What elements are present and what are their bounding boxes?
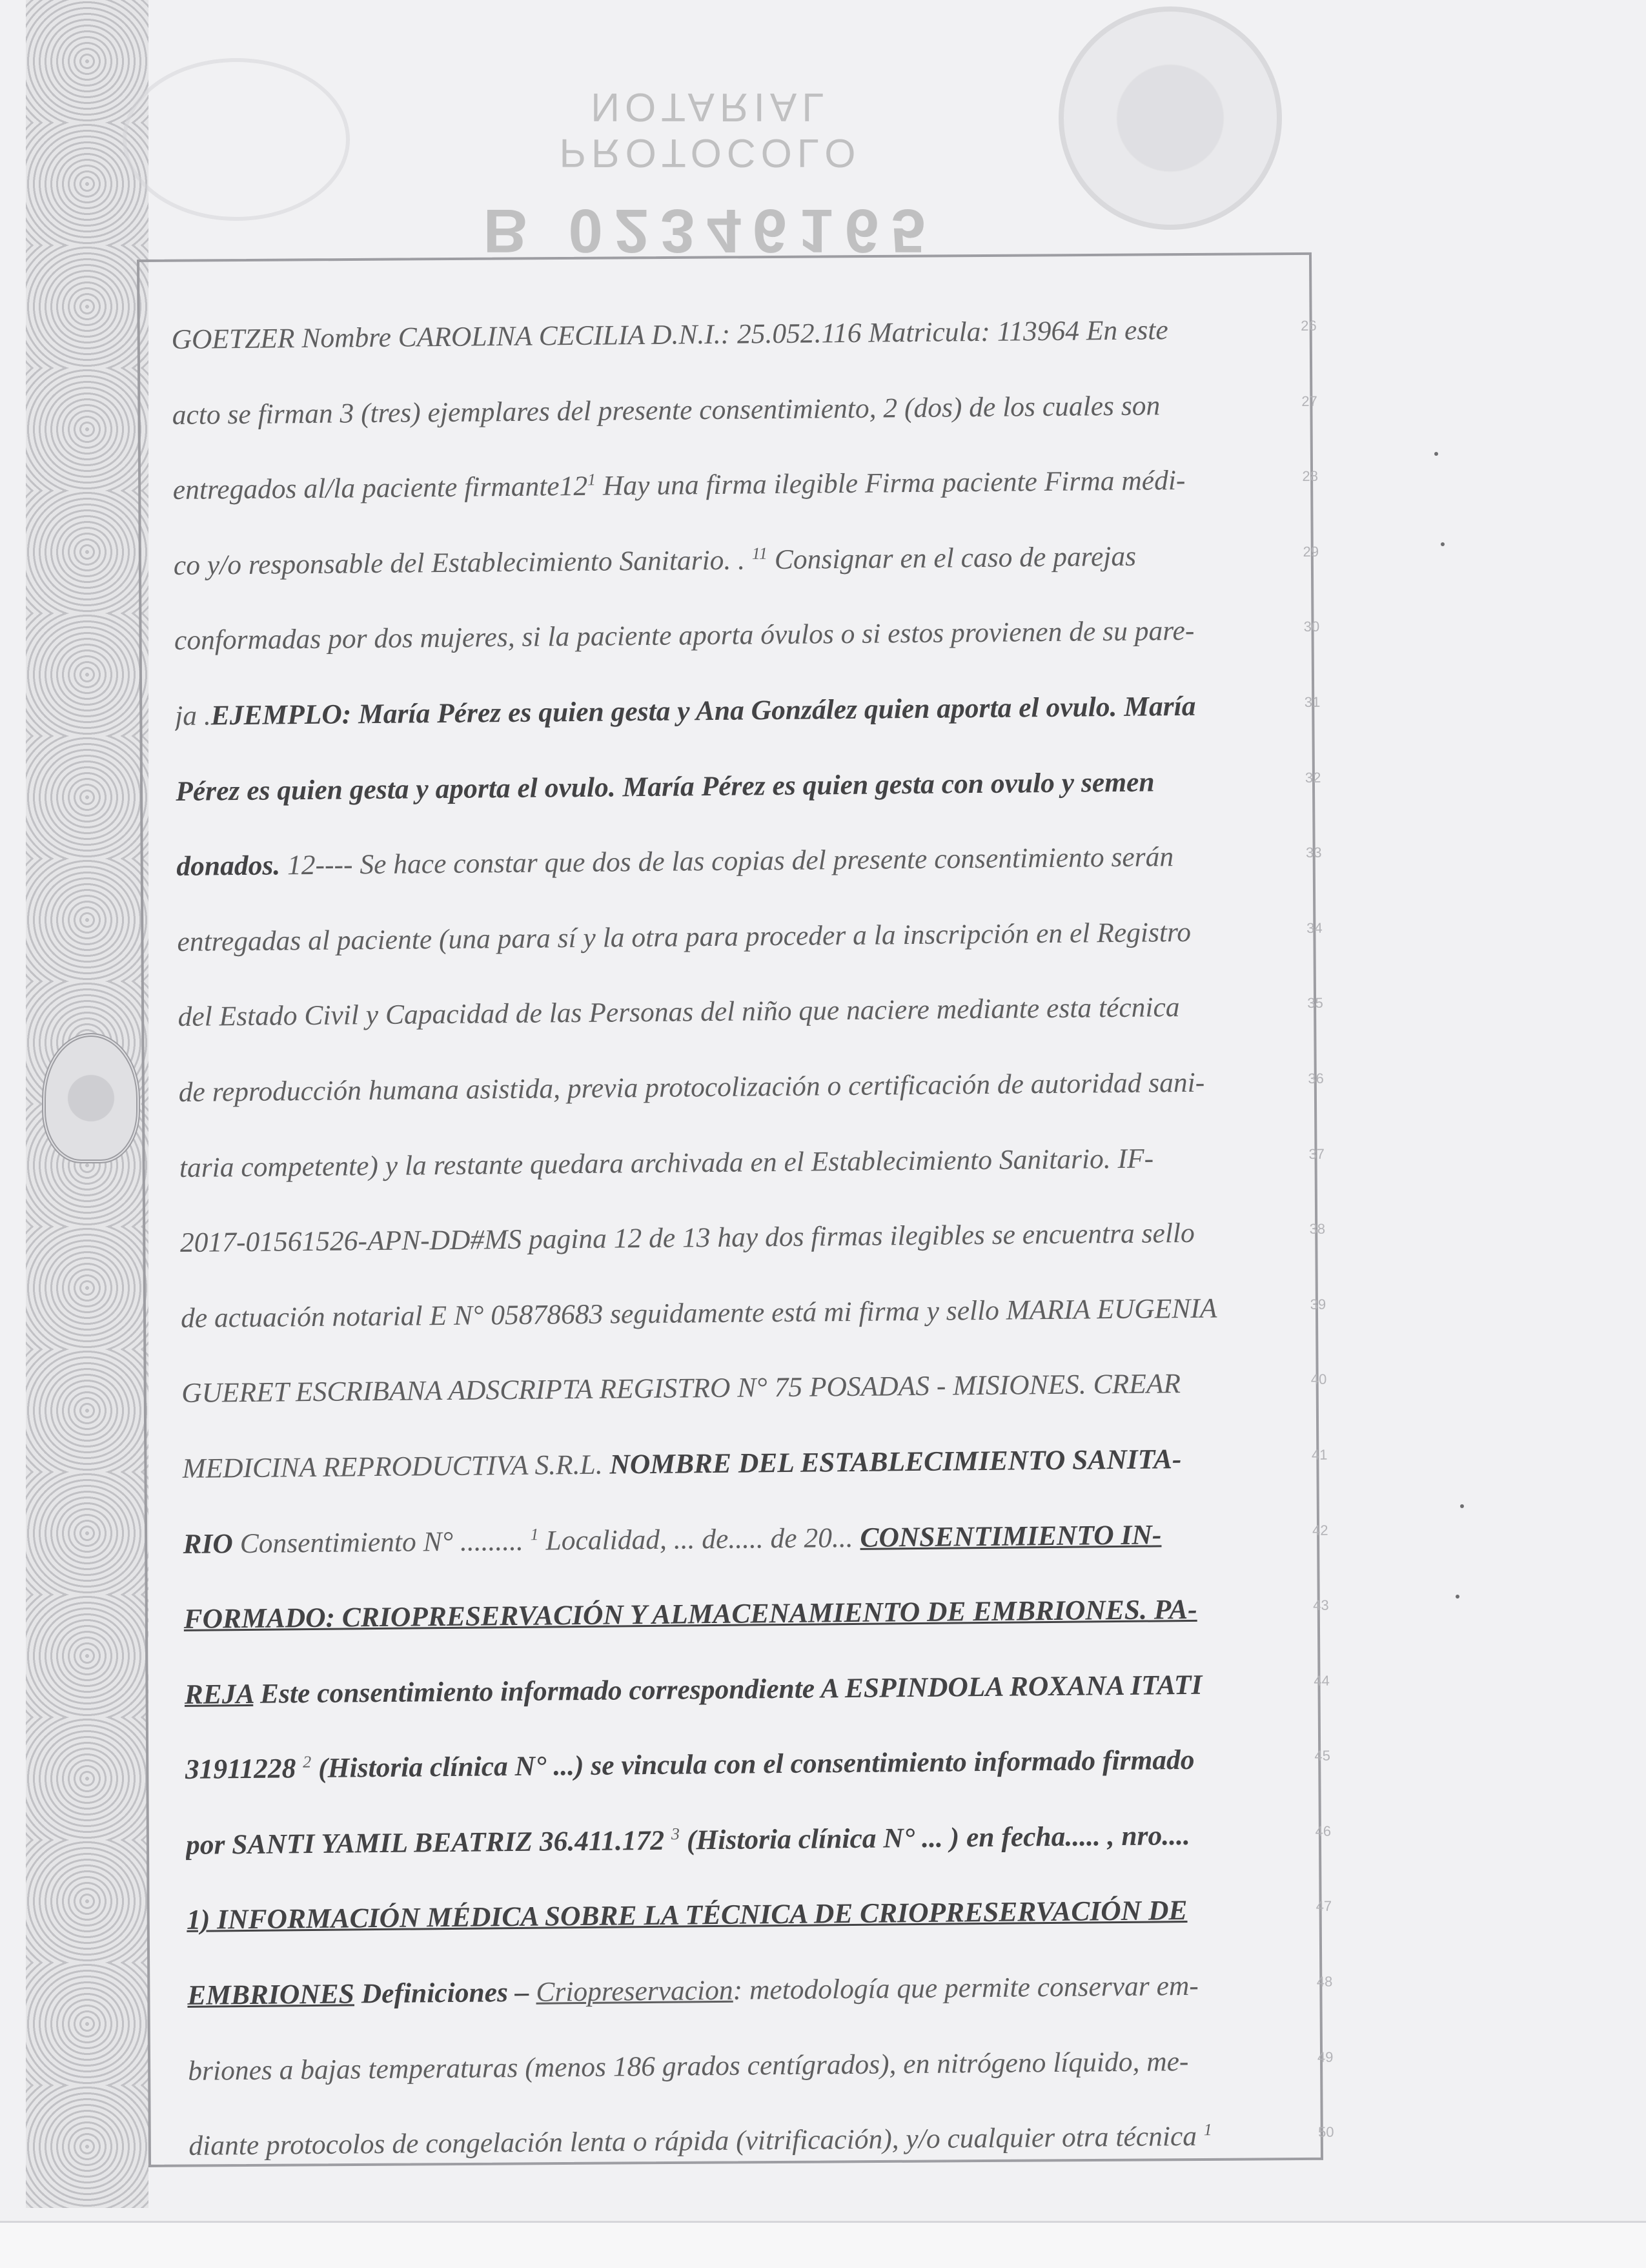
text-line (172, 442, 1277, 528)
paper-speck (1434, 452, 1438, 456)
footnote-marker: 2 (303, 1752, 312, 1772)
protocol-label: PROTOCOLO NOTARIAL (559, 85, 861, 175)
text-segment: Pérez es quien gesta y aporta el ovulo. María Pérez es quien gesta con ovulo y semen (176, 766, 1155, 807)
footnote-marker: 11 (751, 544, 768, 563)
text-segment: Consignar en el caso de parejas (767, 540, 1137, 575)
text-segment: 1) INFORMACIÓN MÉDICA SOBRE LA TÉCNICA DE CRIOPRESERVACIÓN DE (186, 1895, 1188, 1936)
text-segment: Localidad, ... de..... de 20... (538, 1522, 860, 1557)
text-segment: taria competente) y la restante quedara archivada en el Establecimiento Sanitario. IF- (179, 1142, 1154, 1183)
text-segment: conformadas por dos mujeres, si la paciente aporta óvulos o si estos provienen de su pare- (174, 615, 1195, 657)
notarial-emblem (42, 1033, 140, 1163)
text-segment: GUERET ESCRIBANA ADSCRIPTA REGISTRO N° 75 POSADAS - MISIONES. CREAR (181, 1368, 1181, 1409)
text-segment: : metodología que permite conservar em- (733, 1970, 1199, 2006)
footnote-marker: 1 (530, 1524, 539, 1544)
line-number: 28 (1302, 467, 1319, 485)
footnote-marker: 1 (1203, 2120, 1212, 2140)
text-line (183, 1571, 1288, 1657)
text-segment: CONSENTIMIENTO IN- (860, 1518, 1162, 1553)
text-segment: 12---- Se hace constar que dos de las copias del presente consentimiento serán (279, 841, 1174, 881)
line-number: 31 (1304, 693, 1321, 710)
text-segment: Definiciones – (354, 1976, 536, 2010)
text-line (178, 1044, 1283, 1130)
text-segment: entregados al/la paciente firmante12 (172, 471, 588, 506)
text-segment: donados. (176, 850, 281, 883)
line-number: 26 (1301, 317, 1317, 334)
text-line (175, 668, 1279, 754)
text-segment: (Historia clínica N° ...) se vincula con el consentimiento informado firmado (311, 1744, 1195, 1784)
text-line (179, 1119, 1283, 1205)
text-segment: REJA (184, 1678, 254, 1710)
text-segment: de actuación notarial E N° 05878683 seguidamente está mi firma y sello MARIA EUGENIA (180, 1292, 1217, 1334)
line-number: 37 (1308, 1145, 1325, 1162)
line-number: 41 (1311, 1446, 1328, 1463)
text-segment: co y/o responsable del Establecimiento Sanitario. . (173, 544, 753, 581)
text-line (182, 1420, 1286, 1506)
text-line (185, 1722, 1289, 1808)
protocol-header (439, 71, 981, 265)
text-line (171, 292, 1275, 378)
text-line (183, 1496, 1287, 1582)
text-line (179, 1195, 1284, 1281)
line-number: 43 (1313, 1597, 1329, 1614)
text-line (178, 969, 1282, 1055)
text-line (188, 2023, 1292, 2109)
text-segment: 31911228 (185, 1753, 303, 1786)
text-segment: RIO (183, 1527, 234, 1560)
notary-seal (1059, 6, 1282, 230)
line-number: 32 (1305, 769, 1321, 786)
line-number: 46 (1315, 1823, 1332, 1839)
scan-bottom-margin (0, 2221, 1646, 2268)
text-segment: Consentimiento N° ......... (232, 1525, 531, 1559)
text-line (173, 517, 1277, 603)
line-number: 42 (1312, 1522, 1328, 1538)
text-line (181, 1345, 1286, 1431)
text-line (185, 1797, 1290, 1883)
faded-seal-left (123, 58, 350, 221)
protocol-number: B 02346165 (483, 196, 937, 265)
text-line (181, 1270, 1285, 1356)
line-number: 33 (1305, 844, 1322, 861)
text-segment: 2017-01561526-APN-DD#MS pagina 12 de 13 hay dos firmas ilegibles se encuentra sello (179, 1217, 1195, 1259)
text-segment: Criopreservacion (536, 1974, 733, 2008)
text-segment: Hay una firma ilegible Firma paciente Firma médi- (595, 465, 1186, 502)
document-body (171, 292, 1293, 2184)
line-number: 39 (1310, 1296, 1326, 1313)
footnote-marker: 3 (671, 1824, 680, 1844)
text-segment: Este consentimiento informado correspondiente A ESPINDOLA ROXANA ITATI (252, 1669, 1203, 1710)
text-segment: briones a bajas temperaturas (menos 186 grados centígrados), en nitrógeno líquido, me- (188, 2045, 1189, 2087)
text-segment: EJEMPLO: María Pérez es quien gesta y Ana González quien aporta el ovulo. María (210, 690, 1196, 731)
line-number: 50 (1317, 2123, 1334, 2141)
security-ornament-strip (26, 0, 148, 2208)
text-line (177, 894, 1281, 979)
text-line (187, 1872, 1291, 1958)
text-segment: MEDICINA REPRODUCTIVA S.R.L. (182, 1449, 610, 1484)
line-number: 29 (1303, 543, 1319, 560)
line-number: 45 (1314, 1747, 1331, 1764)
text-segment: entregadas al paciente (una para sí y la otra para proceder a la inscripción en el Registro (177, 916, 1192, 957)
text-segment: (Historia clínica N° ... ) en fecha..... , nro.... (679, 1819, 1190, 1856)
paper-speck (1460, 1504, 1464, 1508)
text-line (174, 593, 1278, 679)
text-segment: diante protocolos de congelación lenta o rápida (vitrificación), y/o cualquier otra técnica (188, 2121, 1204, 2162)
line-number: 36 (1308, 1070, 1324, 1087)
line-number: 47 (1316, 1898, 1332, 1915)
text-line (184, 1646, 1288, 1732)
text-segment: acto se firman 3 (tres) ejemplares del presente consentimiento, 2 (dos) de los cuales son (172, 389, 1161, 431)
text-segment: del Estado Civil y Capacidad de las Personas del niño que naciere mediante esta técnica (178, 992, 1180, 1033)
line-number: 38 (1309, 1220, 1326, 1238)
line-number: 44 (1314, 1672, 1330, 1689)
text-segment: ja . (174, 700, 211, 731)
text-segment: de reproducción humana asistida, previa protocolización o certificación de autoridad sani- (178, 1067, 1205, 1108)
line-number: 35 (1307, 995, 1323, 1012)
paper-speck (1441, 542, 1445, 546)
text-segment: FORMADO: CRIOPRESERVACIÓN Y ALMACENAMIENTO DE EMBRIONES. PA- (183, 1593, 1197, 1635)
text-line (172, 367, 1276, 453)
text-segment: por SANTI YAMIL BEATRIZ 36.411.172 (185, 1824, 672, 1861)
line-number: 27 (1301, 393, 1317, 409)
line-number: 40 (1310, 1371, 1327, 1388)
paper-speck (1456, 1595, 1459, 1599)
line-number: 49 (1317, 2048, 1334, 2065)
text-line (187, 1948, 1292, 2034)
text-line (176, 819, 1281, 904)
text-line (176, 743, 1280, 829)
line-number: 34 (1306, 919, 1323, 936)
line-number: 48 (1316, 1973, 1333, 1990)
text-segment: GOETZER Nombre CAROLINA CECILIA D.N.I.: 25.052.116 Matricula: 113964 En este (171, 314, 1168, 355)
text-segment: EMBRIONES (187, 1978, 355, 2011)
line-number: 30 (1303, 618, 1320, 635)
footnote-marker: 1 (587, 470, 596, 489)
text-segment: NOMBRE DEL ESTABLECIMIENTO SANITA- (609, 1443, 1182, 1480)
text-line (188, 2098, 1293, 2184)
